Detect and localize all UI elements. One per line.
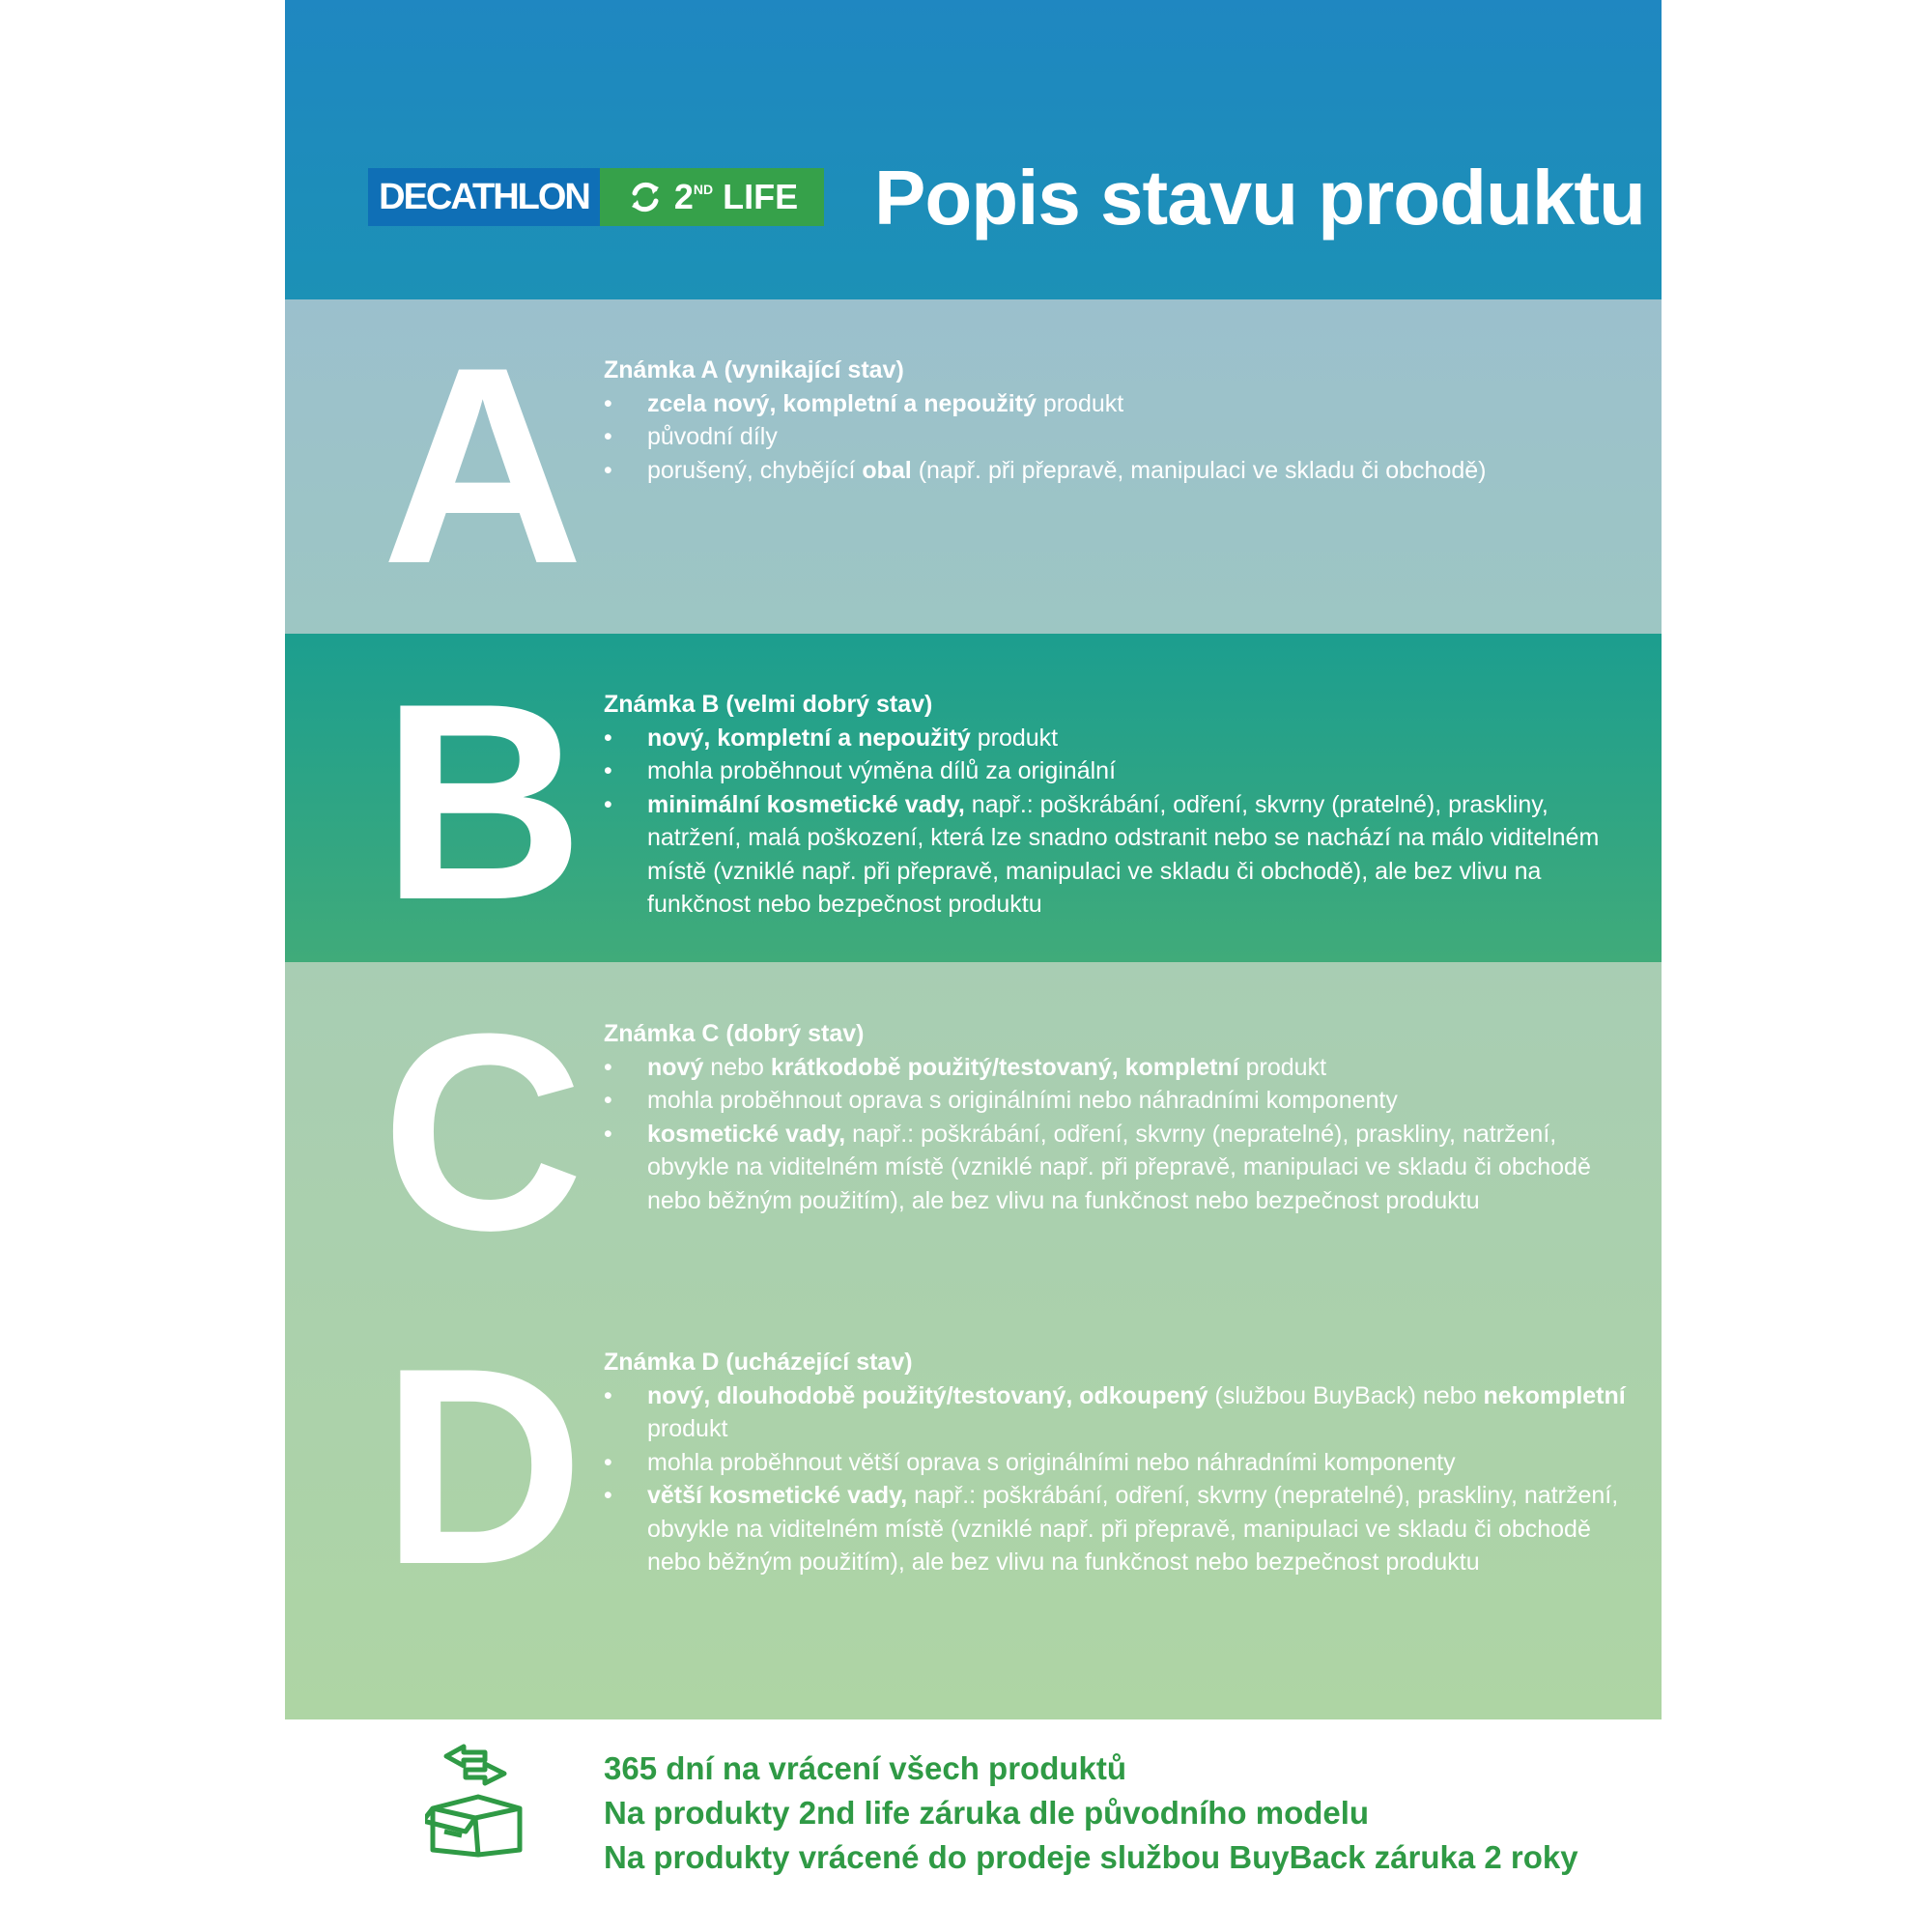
criterion-text: původní díly — [647, 423, 778, 450]
grade-criterion — [604, 420, 1628, 454]
grade-criterion — [604, 387, 1628, 421]
2nd-life-logo — [600, 168, 824, 226]
grade-title: Známka A (vynikající stav) — [604, 356, 904, 384]
grade-letter-d: D — [382, 1310, 584, 1623]
criterion-text: mohla proběhnout oprava s originálními nebo náhradními komponenty — [647, 1087, 1398, 1114]
grade-title: Známka D (ucházející stav) — [604, 1349, 913, 1376]
grade-a-description — [604, 354, 1628, 487]
grade-criteria-list — [604, 1051, 1628, 1218]
grade-criterion — [604, 1479, 1628, 1579]
criterion-text: minimální kosmetické vady, — [647, 790, 965, 818]
criterion-text: větší kosmetické vady, — [647, 1482, 908, 1509]
criterion-text: např.: poškrábání, odření, skvrny (nepratelné), praskliny, natržení, obvykle na viditelném místě (vzniklé např. při přepravě, manipulaci ve skladu či obchodě nebo běžným použitím), ale bez vlivu na funkčnost nebo bezpečnost produktu — [647, 1120, 1591, 1214]
grade-title: Známka B (velmi dobrý stav) — [604, 691, 933, 718]
page-title: Popis stavu produktu — [874, 155, 1645, 241]
criterion-text: zcela nový, kompletní a nepoužitý — [647, 389, 1037, 417]
grade-criterion — [604, 722, 1628, 755]
logo-nd: ND — [693, 182, 714, 197]
grade-criterion — [604, 1084, 1628, 1118]
box-return-icon — [425, 1739, 526, 1860]
criterion-text: produkt — [1238, 1053, 1327, 1081]
criterion-text: mohla proběhnout větší oprava s originálními nebo náhradními komponenty — [647, 1448, 1456, 1476]
criterion-text: nebo — [703, 1053, 771, 1081]
header — [285, 0, 1662, 299]
footer-line-returns: 365 dní na vrácení všech produktů — [604, 1750, 1127, 1786]
grade-letter-b: B — [382, 645, 584, 958]
criterion-text: např.: poškrábání, odření, skvrny (nepratelné), praskliny, natržení, obvykle na viditelném místě (vzniklé např. při přepravě, manipulaci ve skladu či obchodě nebo běžným použitím), ale bez vlivu na funkčnost nebo bezpečnost produktu — [647, 1482, 1619, 1576]
footer-line-buyback: Na produkty vrácené do prodeje službou BuyBack záruka 2 roky — [604, 1839, 1578, 1875]
criterion-text: mohla proběhnout výměna dílů za originální — [647, 757, 1117, 784]
criterion-text: porušený, chybějící — [647, 456, 863, 484]
footer-line-warranty: Na produkty 2nd life záruka dle původního modelu — [604, 1795, 1370, 1831]
criterion-text: produkt — [647, 1415, 728, 1442]
grade-criterion — [604, 754, 1628, 788]
grade-b-description — [604, 688, 1628, 922]
recycle-icon — [626, 178, 665, 216]
footer-info — [604, 1747, 1578, 1880]
grade-criterion — [604, 1118, 1628, 1218]
logo-life: LIFE — [723, 177, 799, 216]
criterion-text: např.: poškrábání, odření, skvrny (pratelné), praskliny, natržení, malá poškození, která lze snadno odstranit nebo se nachází na málo viditelném místě (vzniklé např. při přepravě, manipulaci ve skladu či obchodě), ale bez vlivu na funkčnost nebo bezpečnost produktu — [647, 790, 1600, 918]
grade-letter-a: A — [382, 309, 584, 622]
criterion-text: produkt — [1036, 389, 1124, 417]
criterion-text: nový — [647, 1053, 704, 1081]
criterion-text: produkt — [970, 724, 1059, 752]
decathlon-logo: DECATHLON — [368, 168, 600, 226]
grade-c-description — [604, 1017, 1628, 1217]
grade-criterion — [604, 1051, 1628, 1085]
criterion-text: krátkodobě použitý/testovaný, kompletní — [770, 1053, 1239, 1081]
grade-criterion — [604, 1379, 1628, 1446]
grade-criterion — [604, 454, 1628, 488]
grade-title: Známka C (dobrý stav) — [604, 1020, 865, 1047]
criterion-text: (např. při přepravě, manipulaci ve skladu či obchodě) — [911, 456, 1487, 484]
criterion-text: nový, kompletní a nepoužitý — [647, 724, 971, 752]
criterion-text: nový, dlouhodobě použitý/testovaný, odkoupený — [647, 1381, 1208, 1409]
grade-letter-c: C — [382, 976, 584, 1289]
criterion-text: (službou BuyBack) nebo — [1208, 1381, 1484, 1409]
grade-criteria-list — [604, 387, 1628, 488]
criterion-text: obal — [862, 456, 912, 484]
grade-criteria-list — [604, 1379, 1628, 1579]
grade-criterion — [604, 788, 1628, 922]
grade-criteria-list — [604, 722, 1628, 922]
product-condition-sheet — [285, 0, 1662, 1719]
grade-criterion — [604, 1446, 1628, 1480]
logo-2: 2 — [673, 177, 694, 216]
criterion-text: kosmetické vady, — [647, 1120, 846, 1148]
grade-d-description — [604, 1346, 1628, 1579]
criterion-text: nekompletní — [1483, 1381, 1626, 1409]
